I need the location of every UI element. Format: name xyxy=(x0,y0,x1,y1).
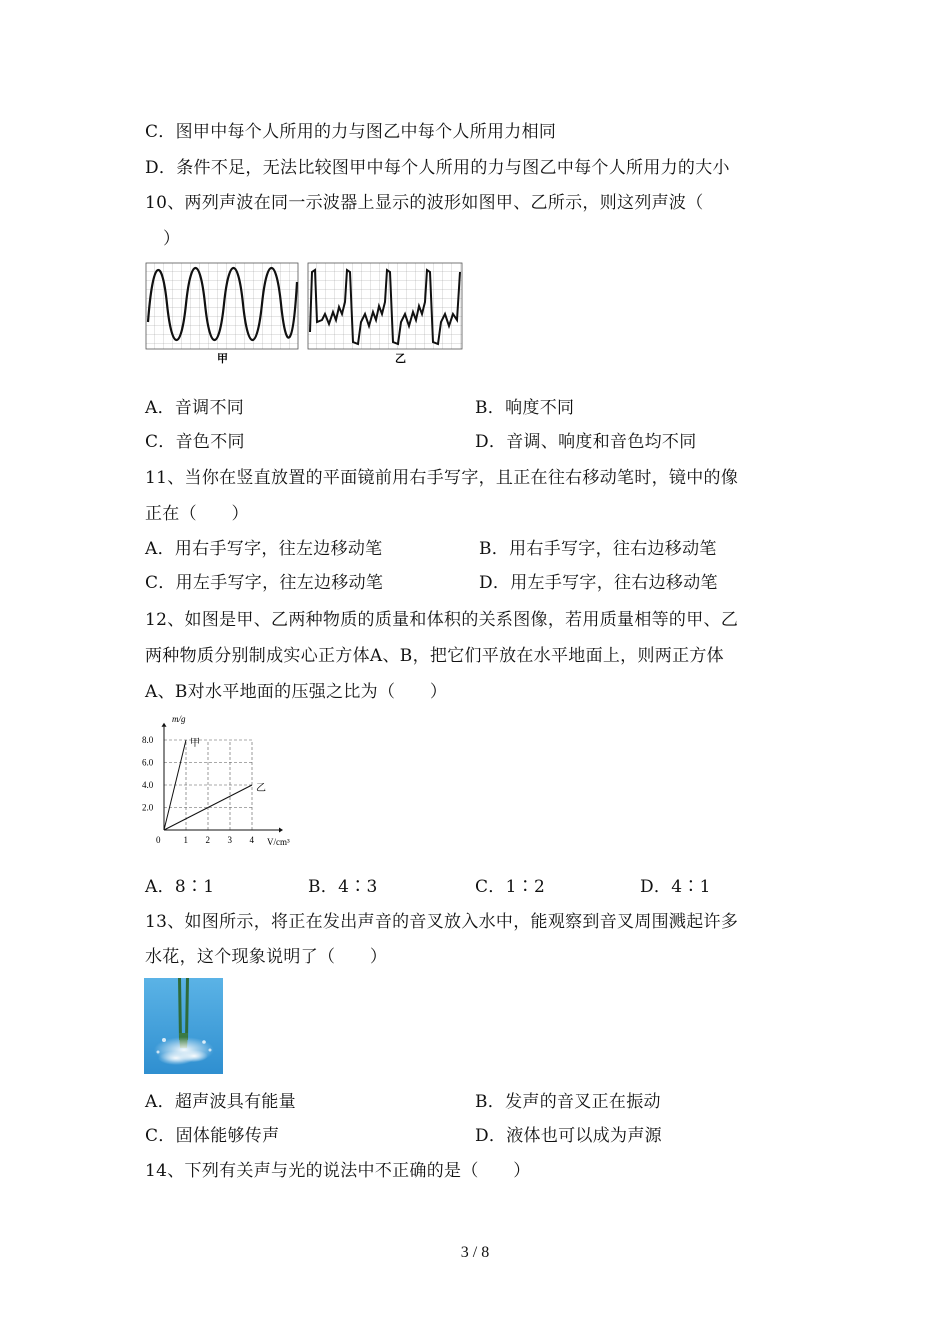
q12-stem-line2: 两种物质分别制成实心正方体A、B，把它们平放在水平地面上，则两正方体 xyxy=(145,646,724,666)
q11-stem-line2: 正在（ ） xyxy=(145,504,249,524)
q10-option-d: D．音调、响度和音色均不同 xyxy=(475,432,697,452)
x-tick-label: 2 xyxy=(205,835,210,845)
x-tick-label: 1 xyxy=(183,835,188,845)
q12-option-a: A．8∶1 xyxy=(145,877,215,897)
q13-option-d: D．液体也可以成为声源 xyxy=(475,1126,662,1146)
x-tick-label: 4 xyxy=(249,835,254,845)
q11-option-a: A．用右手写字，往左边移动笔 xyxy=(145,539,383,559)
series-label-乙: 乙 xyxy=(256,783,266,794)
q11-option-b: B．用右手写字，往右边移动笔 xyxy=(479,539,717,559)
q12-option-c: C．1∶2 xyxy=(475,877,546,897)
q11-option-c: C．用左手写字，往左边移动笔 xyxy=(145,573,384,593)
q13-option-b: B．发声的音叉正在振动 xyxy=(475,1092,661,1112)
waveform-yi xyxy=(308,263,462,349)
mass-volume-chart xyxy=(140,712,310,852)
q9-option-d: D．条件不足，无法比较图甲中每个人所用的力与图乙中每个人所用力的大小 xyxy=(145,158,730,178)
q10-option-a: A．音调不同 xyxy=(145,398,245,418)
x-axis-label: V/cm³ xyxy=(267,837,290,847)
q10-option-b: B．响度不同 xyxy=(475,398,575,418)
q11-stem-line1: 11、当你在竖直放置的平面镜前用右手写字，且正在往右移动笔时，镜中的像 xyxy=(145,468,739,488)
waveform-jia xyxy=(146,263,298,349)
q13-option-a: A．超声波具有能量 xyxy=(145,1092,296,1112)
y-tick-label: 2.0 xyxy=(142,802,154,813)
q14-stem-line1: 14、下列有关声与光的说法中不正确的是（ ） xyxy=(145,1161,531,1181)
series-label-甲: 甲 xyxy=(190,738,200,749)
oscilloscope-waveform-figure xyxy=(145,262,465,367)
q12-stem-line3: A、B对水平地面的压强之比为（ ） xyxy=(145,682,448,702)
q11-option-d: D．用左手写字，往右边移动笔 xyxy=(479,573,718,593)
y-tick-label: 6.0 xyxy=(142,757,154,768)
q12-option-d: D．4∶1 xyxy=(640,877,711,897)
waveform-label-yi: 乙 xyxy=(395,352,406,365)
q10-stem-line2: ） xyxy=(163,229,181,249)
q9-option-c: C．图甲中每个人所用的力与图乙中每个人所用力相同 xyxy=(145,122,557,142)
q10-stem-line1: 10、两列声波在同一示波器上显示的波形如图甲、乙所示，则这列声波（ xyxy=(145,193,704,213)
y-tick-label: 4.0 xyxy=(142,780,154,790)
q13-stem-line1: 13、如图所示，将正在发出声音的音叉放入水中，能观察到音叉周围溅起许多 xyxy=(145,912,739,932)
tuning-fork-in-water-photo xyxy=(144,978,223,1074)
x-tick-label: 3 xyxy=(227,835,232,845)
x-axis-arrow xyxy=(279,828,283,833)
q13-stem-line2: 水花，这个现象说明了（ ） xyxy=(145,947,388,967)
q13-option-c: C．固体能够传声 xyxy=(145,1126,280,1146)
y-axis-arrow xyxy=(162,723,167,727)
q12-option-b: B．4∶3 xyxy=(308,877,378,897)
q12-stem-line1: 12、如图是甲、乙两种物质的质量和体积的关系图像，若用质量相等的甲、乙 xyxy=(145,610,739,630)
y-axis-label: m/g xyxy=(172,714,186,724)
waveform-label-jia: 甲 xyxy=(217,352,228,365)
origin-label: 0 xyxy=(156,835,161,845)
chart-grid xyxy=(164,740,252,830)
q10-option-c: C．音色不同 xyxy=(145,432,245,452)
series-line-甲 xyxy=(164,740,186,830)
page-number: 3 / 8 xyxy=(460,1244,490,1261)
y-tick-label: 8.0 xyxy=(142,735,154,745)
